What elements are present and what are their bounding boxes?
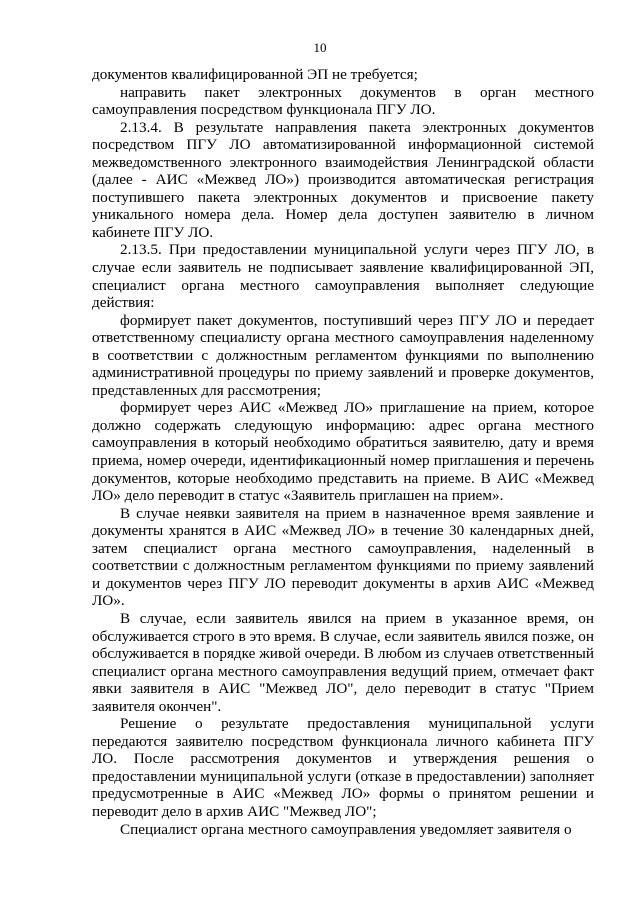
paragraph-decision: Решение о результате предоставления муниципальной услуги передаются заявителю посредством функционала личного кабинета ПГУ ЛО. После рассмотрения документов и утверждения решения о предоставлении муниципальной услуги (отказе в предоставлении) заполняет предусмотренные в АИС «Межвед ЛО» формы о принятом решении и переводит дело в архив АИС "Межвед ЛО"; xyxy=(92,715,594,820)
paragraph-2: направить пакет электронных документов в орган местного самоуправления посредством функционала ПГУ ЛО. xyxy=(92,83,594,119)
paragraph-2-13-4: 2.13.4. В результате направления пакета электронных документов посредством ПГУ ЛО автоматизированной информационной системой межведомственного электронного взаимодействия Ленинградской области (далее - АИС «Межвед ЛО») производится автоматическая регистрация поступившего пакета электронных документов и присвоение пакету уникального номера дела. Номер дела доступен заявителю в личном кабинете ПГУ ЛО. xyxy=(92,118,594,241)
paragraph-invitation: формирует через АИС «Межвед ЛО» приглашение на прием, которое должно содержать следующую информацию: адрес органа местного самоуправления в который необходимо обратиться заявителю, дату и время приема, номер очереди, идентификационный номер приглашения и перечень документов, которые необходимо представить на приеме. В АИС «Межвед ЛО» дело переводит в статус «Заявитель приглашен на прием». xyxy=(92,399,594,505)
paragraph-no-show: В случае неявки заявителя на прием в назначенное время заявление и документы хранятся в АИС «Межвед ЛО» в течение 30 календарных дней, затем специалист органа местного самоуправления, наделенный в соответствии с должностным регламентом функциями по приему заявлений и документов через ПГУ ЛО переводит документы в архив АИС «Межвед ЛО». xyxy=(92,504,594,610)
paragraph-arrival: В случае, если заявитель явился на прием в указанное время, он обслуживается строго в это время. В случае, если заявитель явился позже, он обслуживается в порядке живой очереди. В любом из случаев ответственный специалист органа местного самоуправления ведущий прием, отмечает факт явки заявителя в АИС "Межвед ЛО", дело переводит в статус "Прием заявителя окончен". xyxy=(92,609,594,715)
paragraph-2-13-5: 2.13.5. При предоставлении муниципальной услуги через ПГУ ЛО, в случае если заявитель не подписывает заявление квалифицированной ЭП, специалист органа местного самоуправления выполняет следующие действия: xyxy=(92,241,594,312)
page-number: 10 xyxy=(313,40,327,55)
document-body xyxy=(92,66,594,838)
paragraph-1: документов квалифицированной ЭП не требуется; xyxy=(92,66,418,83)
paragraph-forms-package: формирует пакет документов, поступивший через ПГУ ЛО и передает ответственному специалисту органа местного самоуправления наделенному в соответствии с должностным регламентом функциями по выполнению административной процедуры по приему заявлений и проверке документов, представленных для рассмотрения; xyxy=(92,311,594,399)
paragraph-notification: Специалист органа местного самоуправления уведомляет заявителя о xyxy=(120,820,572,838)
